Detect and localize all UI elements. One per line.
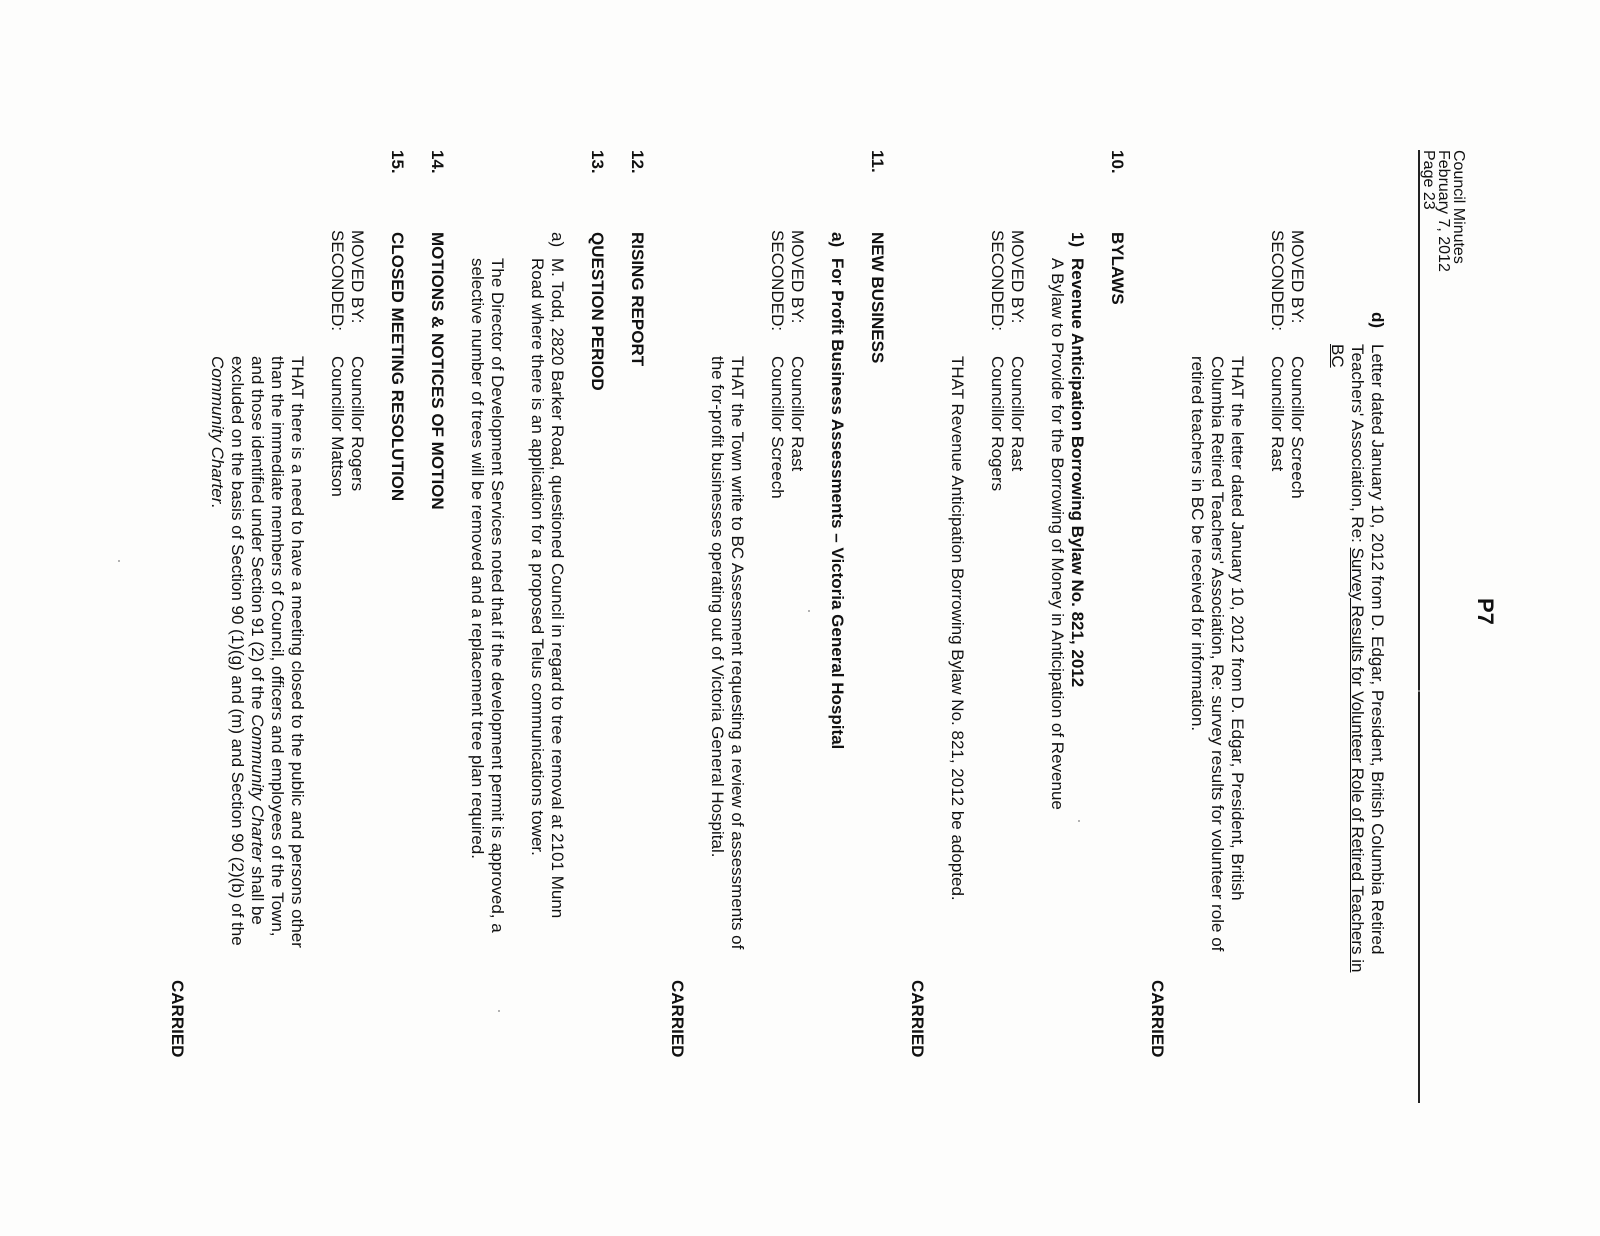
item-d-subject: Survey Results for Volunteer Role of Retired Teachers in [1348,547,1367,973]
section-12-title: RISING REPORT [628,232,647,367]
section-11-number: 11. [868,150,887,173]
closed-resolution-3 [247,356,267,925]
scan-speck [498,1010,500,1012]
new-business-resolution-1: THAT the Town write to BC Assessment requesting a review of assessments of [728,356,747,950]
closed-resolution-3b: Community Charter [248,714,267,862]
section-13-number: 13. [588,150,607,174]
section-15-number: 15. [388,150,407,174]
header-rule [1418,150,1420,1103]
item-d-resolution-2: Columbia Retired Teachers' Association, Re: survey results for volunteer role of [1208,356,1227,952]
closed-resolution-2: than the immediate members of Council, officers and employees of the Town, [268,356,287,937]
section-14-title: MOTIONS & NOTICES OF MOTION [428,232,447,510]
closed-moved-by: Councillor Rogers [348,356,367,492]
new-business-item-letter: a) [828,232,847,248]
section-11-title: NEW BUSINESS [868,232,887,364]
page-mark: P7 [1473,598,1498,625]
item-d-resolution-1: THAT the letter dated January 10, 2012 from D. Edgar, President, British [1228,356,1247,901]
item-d-line-1: Letter dated January 10, 2012 from D. Edgar, President, British Columbia Retired [1368,344,1387,955]
new-business-result: CARRIED [668,980,687,1058]
item-d-seconded-label: SECONDED: [1268,230,1287,332]
bylaw-item-number: 1) [1068,232,1087,248]
bylaw-result: CARRIED [908,980,927,1058]
closed-resolution-5 [207,356,227,508]
closed-resolution-1: THAT there is a need to have a meeting closed to the public and persons other [288,356,307,948]
header-title: Council Minutes [1450,150,1467,264]
new-business-moved-by: Councillor Rast [788,356,807,472]
closed-resolution-3a: and those identified under Section 91 (2) of the [248,356,267,715]
item-d-result: CARRIED [1148,980,1167,1058]
closed-resolution-3c: shall be [248,861,267,925]
scan-speck [808,610,810,612]
section-13-title: QUESTION PERIOD [588,232,607,391]
item-d-moved-by: Councillor Screech [1288,356,1307,499]
bylaw-item-subtitle: A Bylaw to Provide for the Borrowing of Money in Anticipation of Revenue [1048,258,1067,810]
scan-speck [1078,820,1080,822]
section-12-number: 12. [628,150,647,174]
bylaw-item-title: Revenue Anticipation Borrowing Bylaw No. 821, 2012 [1068,258,1087,688]
new-business-item-title: For Profit Business Assessments – Victoria General Hospital [828,258,847,750]
new-business-seconded-label: SECONDED: [768,230,787,332]
item-d-resolution-3: retired teachers in BC be received for information. [1188,356,1207,732]
closed-result: CARRIED [168,980,187,1058]
new-business-seconded-by: Councillor Screech [768,356,787,499]
item-d-line-3: BC [1328,344,1347,368]
bylaw-resolution: THAT Revenue Anticipation Borrowing Bylaw No. 821, 2012 be adopted. [948,356,967,901]
bylaw-seconded-by: Councillor Rogers [988,356,1007,492]
item-d-line-2-text: Teachers' Association, Re: [1348,344,1367,548]
item-d-seconded-by: Councillor Rast [1268,356,1287,472]
item-d-letter: d) [1368,312,1387,329]
section-14-number: 14. [428,150,447,174]
question-item-line-2: Road where there is an application for a proposed Telus communications tower. [528,258,547,856]
bylaw-moved-label: MOVED BY: [1008,230,1027,324]
new-business-moved-label: MOVED BY: [788,230,807,324]
item-d-moved-label: MOVED BY: [1288,230,1307,324]
closed-resolution-5a: Community Charter [208,356,227,504]
bylaw-seconded-label: SECONDED: [988,230,1007,332]
closed-seconded-by: Councillor Mattson [328,356,347,497]
section-10-number: 10. [1108,150,1127,174]
closed-seconded-label: SECONDED: [328,230,347,332]
closed-resolution-4: excluded on the basis of Section 90 (1)(g) and (m) and Section 90 (2)(b) of the [228,356,247,946]
scan-speck [1418,690,1420,692]
question-item-line-1: M. Todd, 2820 Barker Road, questioned Council in regard to tree removal at 2101 Munn [548,258,567,919]
section-10-title: BYLAWS [1108,232,1127,305]
question-note-line-1: The Director of Development Services noted that if the development permit is approved, a [488,258,507,933]
section-15-title: CLOSED MEETING RESOLUTION [388,232,407,502]
item-d-line-2 [1347,344,1367,972]
closed-resolution-5b: . [208,503,227,509]
question-note-line-2: selective number of trees will be removed and a replacement tree plan required. [468,258,487,859]
bylaw-moved-by: Councillor Rast [1008,356,1027,472]
question-item-letter: a) [548,232,567,248]
scan-speck [118,560,120,562]
new-business-resolution-2: the for-profit businesses operating out of Victoria General Hospital. [708,356,727,858]
closed-moved-label: MOVED BY: [348,230,367,324]
header-page: Page 23 [1420,150,1437,210]
header-date: February 7, 2012 [1435,150,1452,272]
